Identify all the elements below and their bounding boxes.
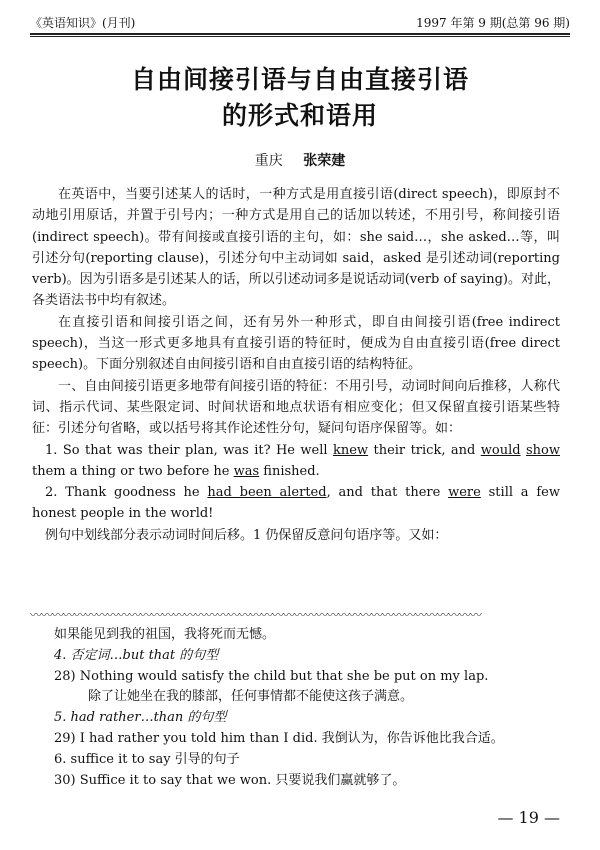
author-name: 张荣建 bbox=[303, 153, 346, 169]
underlined-verb: was bbox=[233, 463, 260, 479]
underlined-verb: would bbox=[480, 442, 521, 458]
author-city: 重庆 bbox=[254, 153, 283, 169]
paragraph-1: 在英语中，当要引述某人的话时，一种方式是用直接引语(direct speech)，即原封不动地引用原话，并置于引号内；一种方式是用自己的话加以转述，不用引号，称间接引语(indirect speech)。带有间接或直接引语的主句，如：she said…，she asked…等，叫引述分句(reporting clause)，引述分句中主动词如 said，asked 是引述动词(reporting verb)。因为引语多是引述某人的话，所以引述动词多是说话动词(verb of saying)。对此，各类语法书中均有叙述。 bbox=[32, 187, 560, 309]
example-28: 28) Nothing would satisfy the child but that she be put on my lap. bbox=[54, 668, 489, 684]
author-line bbox=[0, 150, 600, 170]
header-rule bbox=[30, 33, 570, 35]
underlined-verb: show bbox=[526, 442, 561, 458]
underlined-verb: were bbox=[448, 485, 481, 501]
example-30: 30) Suffice it to say that we won. 只要说我们赢就够了。 bbox=[54, 772, 406, 788]
example-2: 2. Thank goodness he had been alerted, and that there were still a few honest people in the world! bbox=[32, 485, 560, 522]
example-28-translation: 除了让她坐在我的膝部，任何事情都不能使这孩子满意。 bbox=[88, 689, 414, 705]
paragraph-3: 一、自由间接引语更多地带有间接引语的特征：不用引号，动词时间向后推移，人称代词、指示代词、某些限定词、时间状语和地点状语有相应变化；但又保留直接引语某些特征：引述分句省略，或以括号将其作论述性分句，疑问句语序保留等。如： bbox=[32, 378, 560, 437]
example-note: 例句中划线部分表示动词时间后移。1 仍保留反意问句语序等。又如： bbox=[45, 527, 448, 543]
wavy-divider: 〰〰〰〰〰〰〰〰〰〰〰〰〰〰〰〰〰〰〰〰〰〰〰〰〰〰〰〰〰〰〰〰〰〰〰〰〰〰〰〰〰 bbox=[30, 608, 482, 620]
pattern-heading-5: 5. had rather…than 的句型 bbox=[54, 710, 227, 726]
example-29: 29) I had rather you told him than I did. 我倒认为，你告诉他比我合适。 bbox=[54, 730, 504, 746]
title-line-1: 自由间接引语与自由直接引语 bbox=[130, 65, 469, 94]
underlined-verb: had been alerted bbox=[207, 485, 327, 501]
header-rule-thin bbox=[30, 36, 570, 37]
pattern-heading-4: 4. 否定词…but that 的句型 bbox=[54, 647, 219, 663]
article-body bbox=[32, 184, 560, 546]
journal-name: 《英语知识》(月刊) bbox=[30, 16, 136, 30]
continued-text bbox=[54, 625, 570, 791]
page-number: — 19 — bbox=[497, 808, 560, 827]
underlined-verb: knew bbox=[332, 442, 369, 458]
example-1: 1. So that was their plan, was it? He well knew their trick, and would show them a thing or two before he was finished. bbox=[32, 442, 561, 479]
paragraph-2: 在直接引语和间接引语之间，还有另外一种形式，即自由间接引语(free indirect speech)，当这一形式更多地具有直接引语的特征时，便成为自由直接引语(free direct speech)。下面分别叙述自由间接引语和自由直接引语的结构特征。 bbox=[32, 314, 560, 373]
pattern-heading-6: 6. suffice it to say 引导的句子 bbox=[54, 751, 240, 767]
title-line-2: 的形式和语用 bbox=[221, 101, 378, 130]
issue-info: 1997 年第 9 期(总第 96 期) bbox=[416, 16, 570, 30]
running-header bbox=[30, 14, 570, 31]
translation-line: 如果能见到我的祖国，我将死而无憾。 bbox=[54, 627, 276, 642]
article-title bbox=[0, 62, 600, 134]
